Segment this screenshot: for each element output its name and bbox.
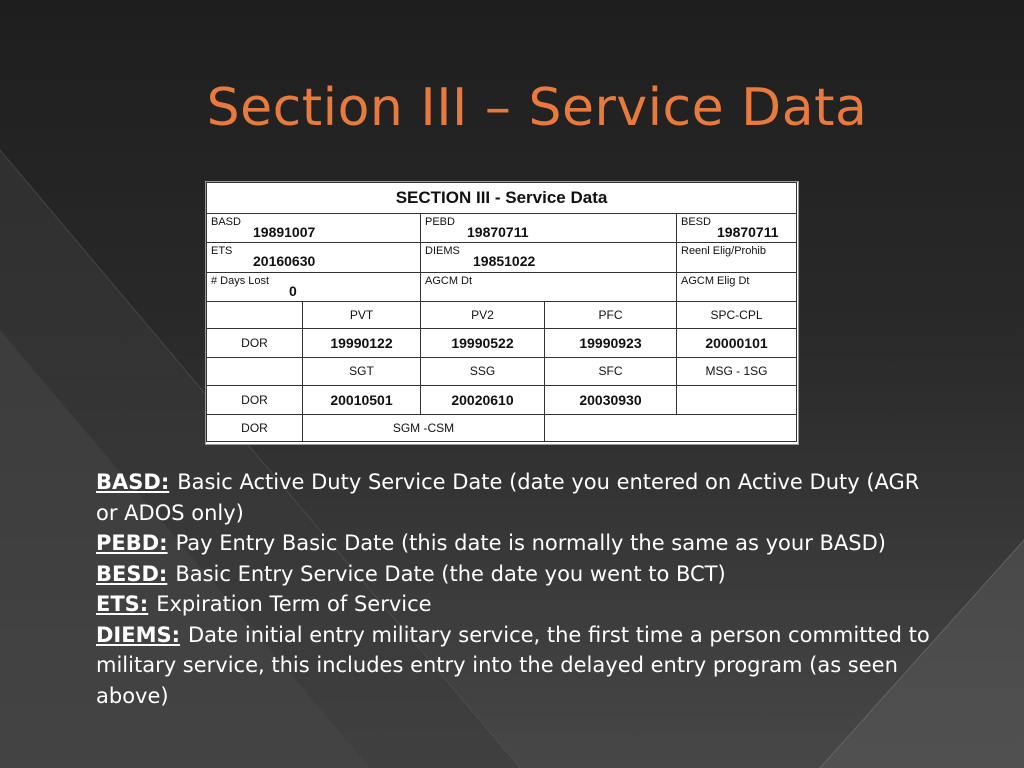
definitions-list	[96, 467, 936, 711]
grade-sgt: SGT	[303, 358, 421, 385]
grade-ssg: SSG	[421, 358, 545, 385]
term-basd: BASD:	[96, 470, 170, 494]
dor-sfc: 20030930	[545, 385, 677, 414]
days-lost-value: 0	[289, 282, 297, 299]
basd-value: 19891007	[253, 224, 316, 241]
definition-diems	[96, 620, 936, 712]
days-lost-cell	[207, 272, 421, 301]
pebd-label: PEBD	[425, 216, 455, 229]
reenl-label: Reenl Elig/Prohib	[681, 245, 766, 258]
section-title: SECTION III - Service Data	[207, 183, 797, 214]
dor-pfc: 19990923	[545, 329, 677, 358]
grade-msg-1sg: MSG - 1SG	[677, 358, 797, 385]
term-diems: DIEMS:	[96, 622, 181, 647]
definition-basd	[96, 467, 936, 528]
dor-spc-cpl: 20000101	[677, 329, 797, 358]
besd-cell	[677, 214, 797, 243]
days-lost-label: # Days Lost	[211, 274, 270, 287]
basd-label: BASD	[211, 216, 241, 229]
ets-cell	[207, 243, 421, 272]
grade-sfc: SFC	[545, 358, 677, 385]
diems-label: DIEMS	[425, 245, 460, 258]
ets-label: ETS	[211, 245, 233, 258]
dor-pv2: 19990522	[421, 329, 545, 358]
dor-label: DOR	[207, 414, 303, 441]
grade-blank-cell	[207, 301, 303, 328]
besd-label: BESD	[681, 216, 711, 229]
grade-blank-cell	[207, 358, 303, 385]
definition-text: Basic Entry Service Date (the date you went to BCT)	[175, 561, 726, 586]
basd-cell	[207, 214, 421, 243]
definition-ets	[96, 589, 936, 620]
diems-value: 19851022	[473, 253, 536, 270]
definition-besd	[96, 559, 936, 590]
dor-label: DOR	[207, 385, 303, 414]
agcm-dt-label: AGCM Dt	[425, 274, 473, 287]
dor-sgt: 20010501	[303, 385, 421, 414]
term-pebd: PEBD:	[96, 531, 168, 555]
grade-pvt: PVT	[303, 301, 421, 328]
dor-msg-1sg	[677, 385, 797, 414]
besd-value: 19870711	[717, 224, 779, 241]
grade-spc-cpl: SPC-CPL	[677, 301, 797, 328]
dor-ssg: 20020610	[421, 385, 545, 414]
definition-pebd	[96, 528, 936, 559]
definition-text: Expiration Term of Service	[156, 592, 432, 616]
grade-sgm-csm: SGM -CSM	[303, 414, 545, 441]
definition-text: Basic Active Duty Service Date (date you entered on Active Duty (AGR or ADOS only)	[96, 470, 920, 525]
term-ets: ETS:	[96, 592, 149, 616]
service-data-table	[206, 182, 797, 442]
pebd-value: 19870711	[467, 224, 529, 241]
reenl-cell	[677, 243, 797, 272]
dor-label: DOR	[207, 329, 303, 358]
service-data-form-image	[205, 181, 799, 445]
pebd-cell	[421, 214, 677, 243]
agcm-elig-cell	[677, 272, 797, 301]
term-besd: BESD:	[96, 561, 168, 586]
diems-cell	[421, 243, 677, 272]
agcm-elig-label: AGCM Elig Dt	[681, 274, 750, 287]
ets-value: 20160630	[253, 253, 316, 270]
definition-text: Pay Entry Basic Date (this date is normally the same as your BASD)	[175, 531, 886, 555]
blank-cell	[545, 414, 797, 441]
grade-pfc: PFC	[545, 301, 677, 328]
slide-title: Section III – Service Data	[206, 78, 868, 138]
dor-pvt: 19990122	[303, 329, 421, 358]
grade-pv2: PV2	[421, 301, 545, 328]
definition-text: Date initial entry military service, the first time a person committed to military service, this includes entry into the delayed entry program (as seen above)	[96, 622, 930, 708]
agcm-dt-cell	[421, 272, 677, 301]
